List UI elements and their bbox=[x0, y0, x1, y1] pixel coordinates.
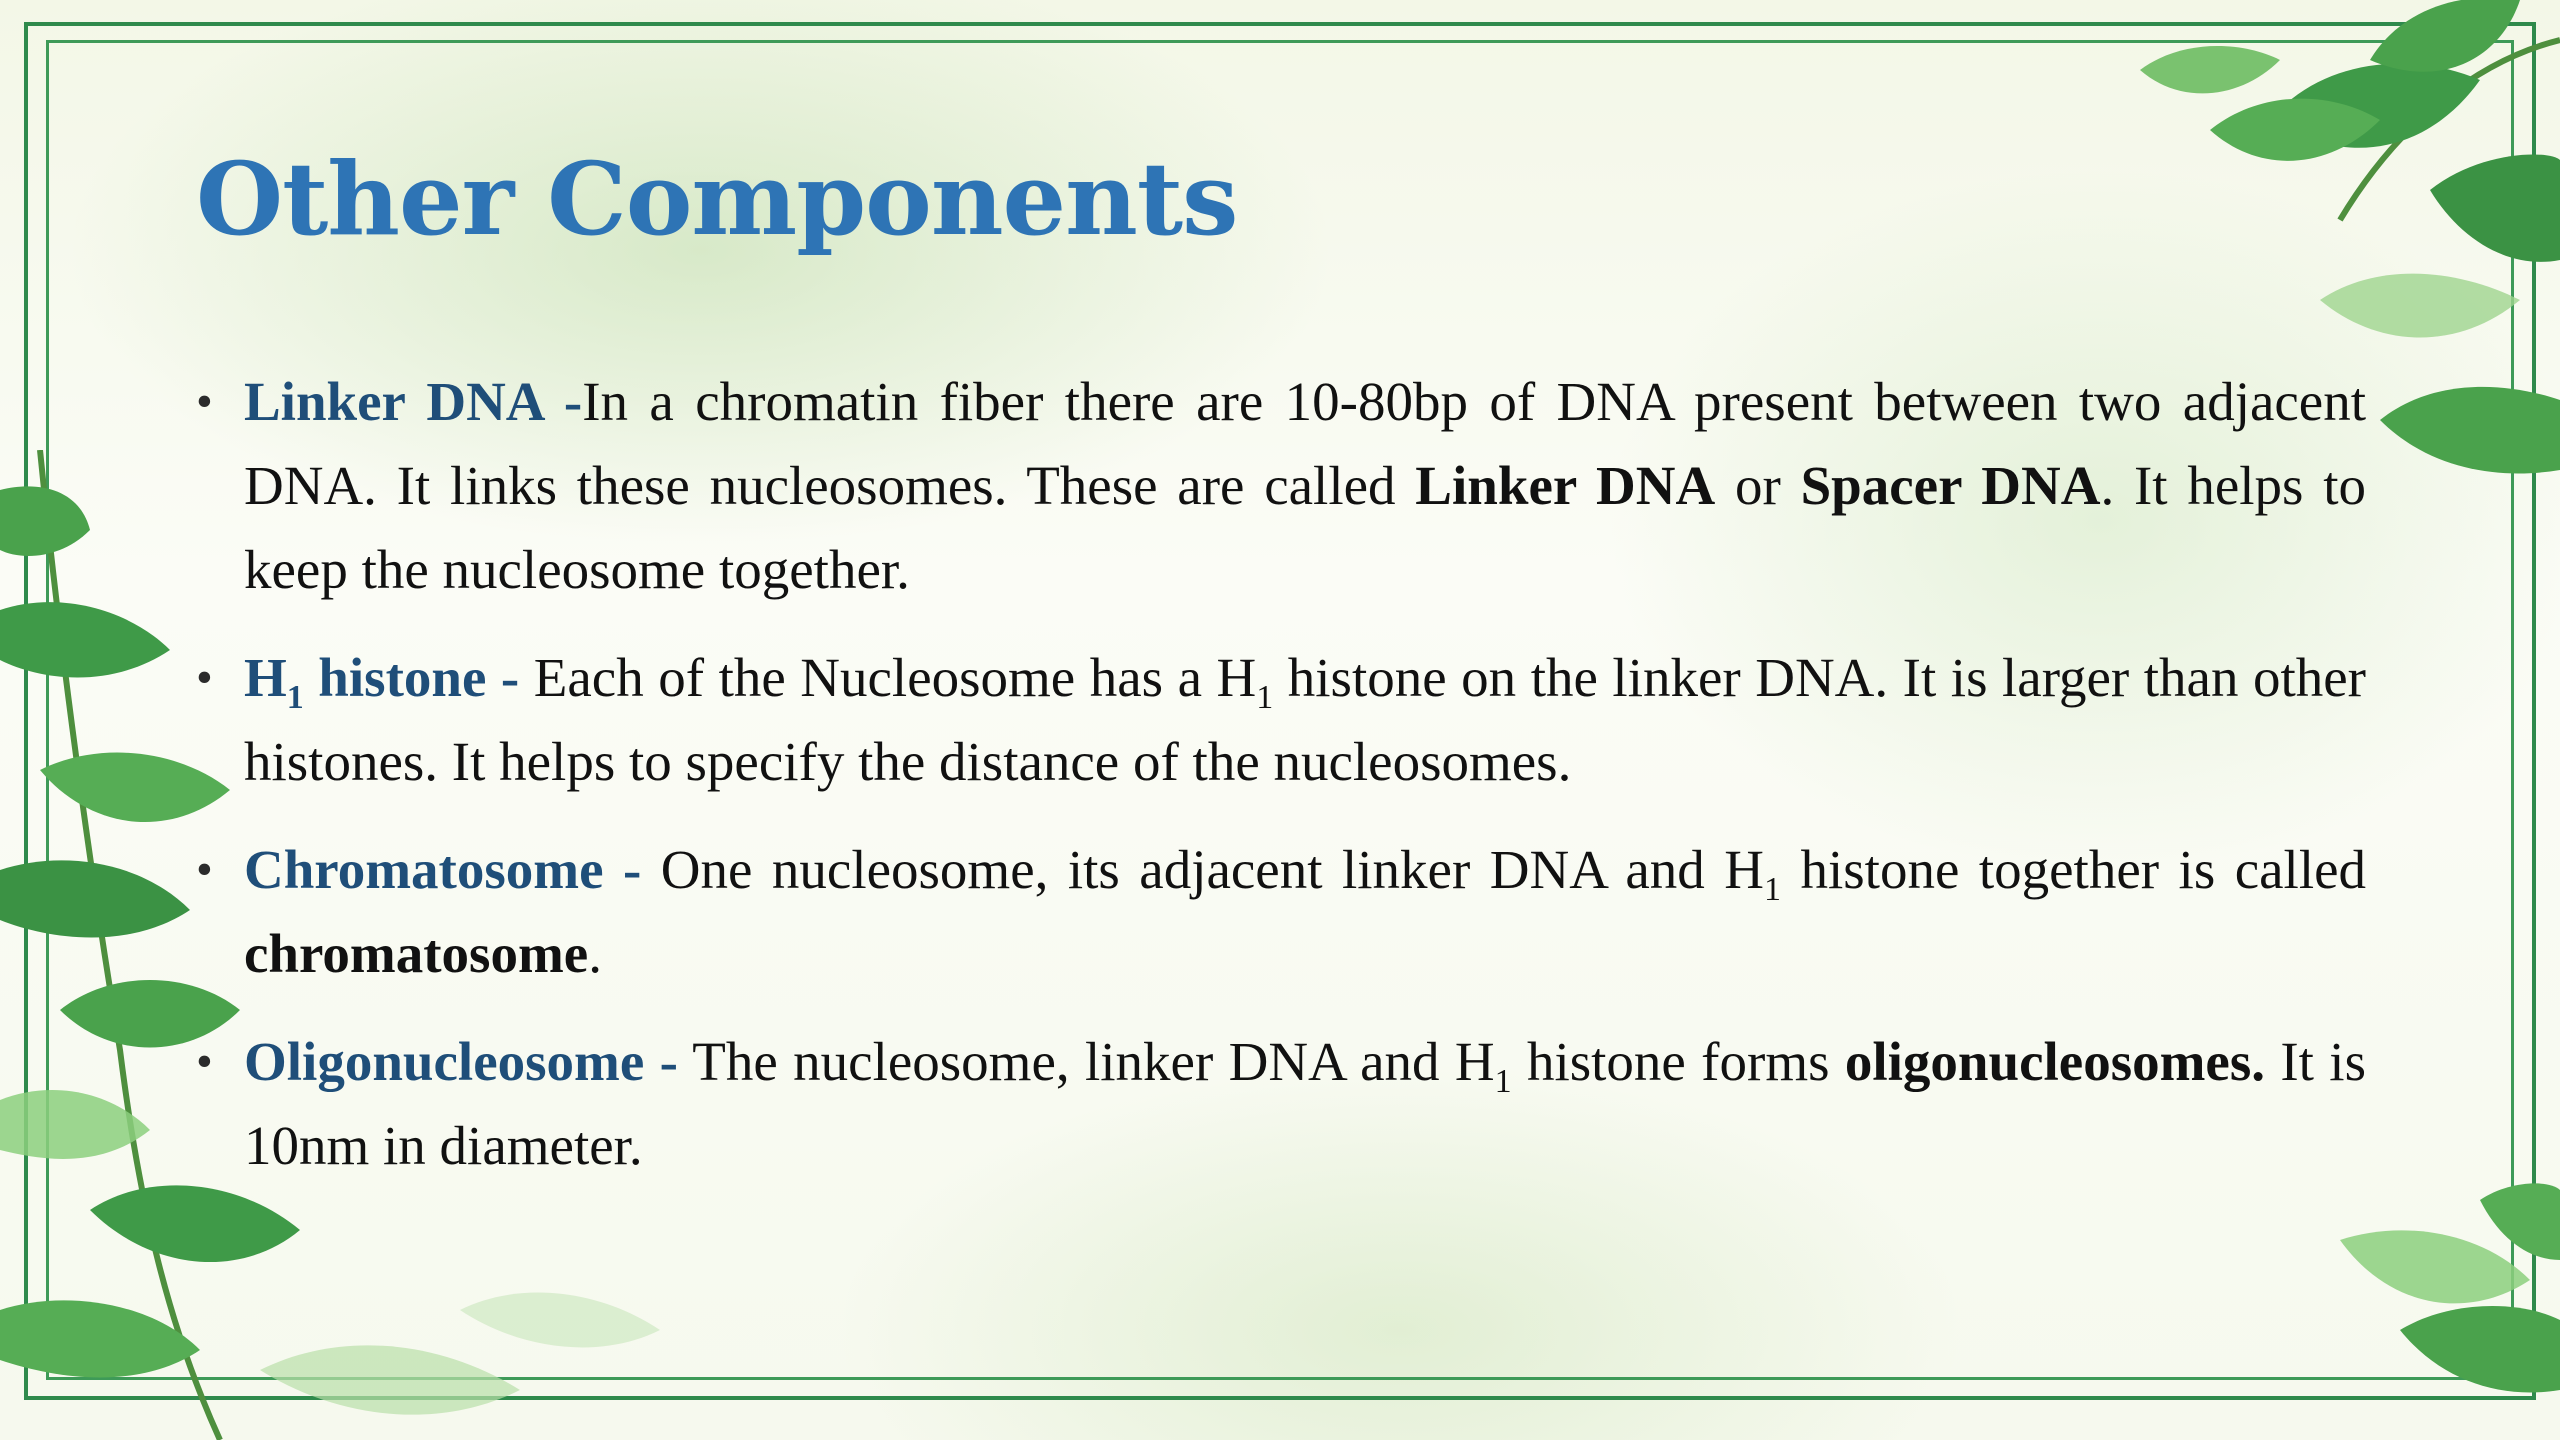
bullet-text: The nucleosome, linker DNA and H bbox=[677, 1031, 1495, 1092]
bold-term: Linker DNA bbox=[1415, 455, 1716, 516]
slide-title: Other Components bbox=[196, 140, 1238, 258]
leaves-bottom-right-decoration bbox=[2280, 1180, 2560, 1440]
bullet-linker-dna bbox=[196, 360, 2366, 612]
bullet-text: or bbox=[1715, 455, 1801, 516]
bullet-text: . It helps to keep the nucleosome together. bbox=[244, 455, 2366, 600]
subscript: 1 bbox=[1256, 679, 1274, 716]
bullet-h1-histone bbox=[196, 636, 2366, 804]
bullet-dot-icon: • bbox=[196, 1035, 213, 1088]
subscript: 1 bbox=[1764, 871, 1781, 908]
bullet-text: histone on the linker DNA. It is larger than other histones. It helps to specify the distance of the nucleosomes. bbox=[244, 647, 2366, 792]
term-h1-histone bbox=[244, 647, 520, 716]
term-chromatosome: Chromatosome - bbox=[244, 839, 642, 900]
subscript: 1 bbox=[286, 679, 304, 716]
bullet-list bbox=[196, 360, 2366, 1212]
bullet-oligonucleosome bbox=[196, 1020, 2366, 1188]
bold-term: Spacer DNA bbox=[1800, 455, 2101, 516]
term-rest: histone - bbox=[303, 647, 520, 708]
bullet-dot-icon: • bbox=[196, 375, 213, 428]
bold-term: chromatosome bbox=[244, 923, 589, 984]
bullet-text: Each of the Nucleosome has a H bbox=[519, 647, 1257, 708]
bullet-text: One nucleosome, its adjacent linker DNA and H bbox=[641, 839, 1764, 900]
bullet-text: It is 10nm in diameter. bbox=[244, 1031, 2366, 1176]
bullet-chromatosome bbox=[196, 828, 2366, 996]
bold-term: oligonucleosomes. bbox=[1844, 1031, 2265, 1092]
bullet-text: In a chromatin fiber there are 10-80bp of DNA present between two adjacent DNA. It links these nucleosomes. These are called bbox=[244, 371, 2366, 516]
bullet-text: . bbox=[588, 923, 602, 984]
term-linker-dna: Linker DNA - bbox=[244, 371, 583, 432]
term-h-letter: H bbox=[244, 647, 287, 708]
term-oligonucleosome: Oligonucleosome - bbox=[244, 1031, 678, 1092]
bullet-text: histone together is called bbox=[1781, 839, 2367, 900]
bullet-dot-icon: • bbox=[196, 843, 213, 896]
bullet-dot-icon: • bbox=[196, 651, 213, 704]
leaves-bottom-left-decoration bbox=[260, 1250, 660, 1440]
subscript: 1 bbox=[1494, 1063, 1512, 1100]
bullet-text: histone forms bbox=[1511, 1031, 1845, 1092]
